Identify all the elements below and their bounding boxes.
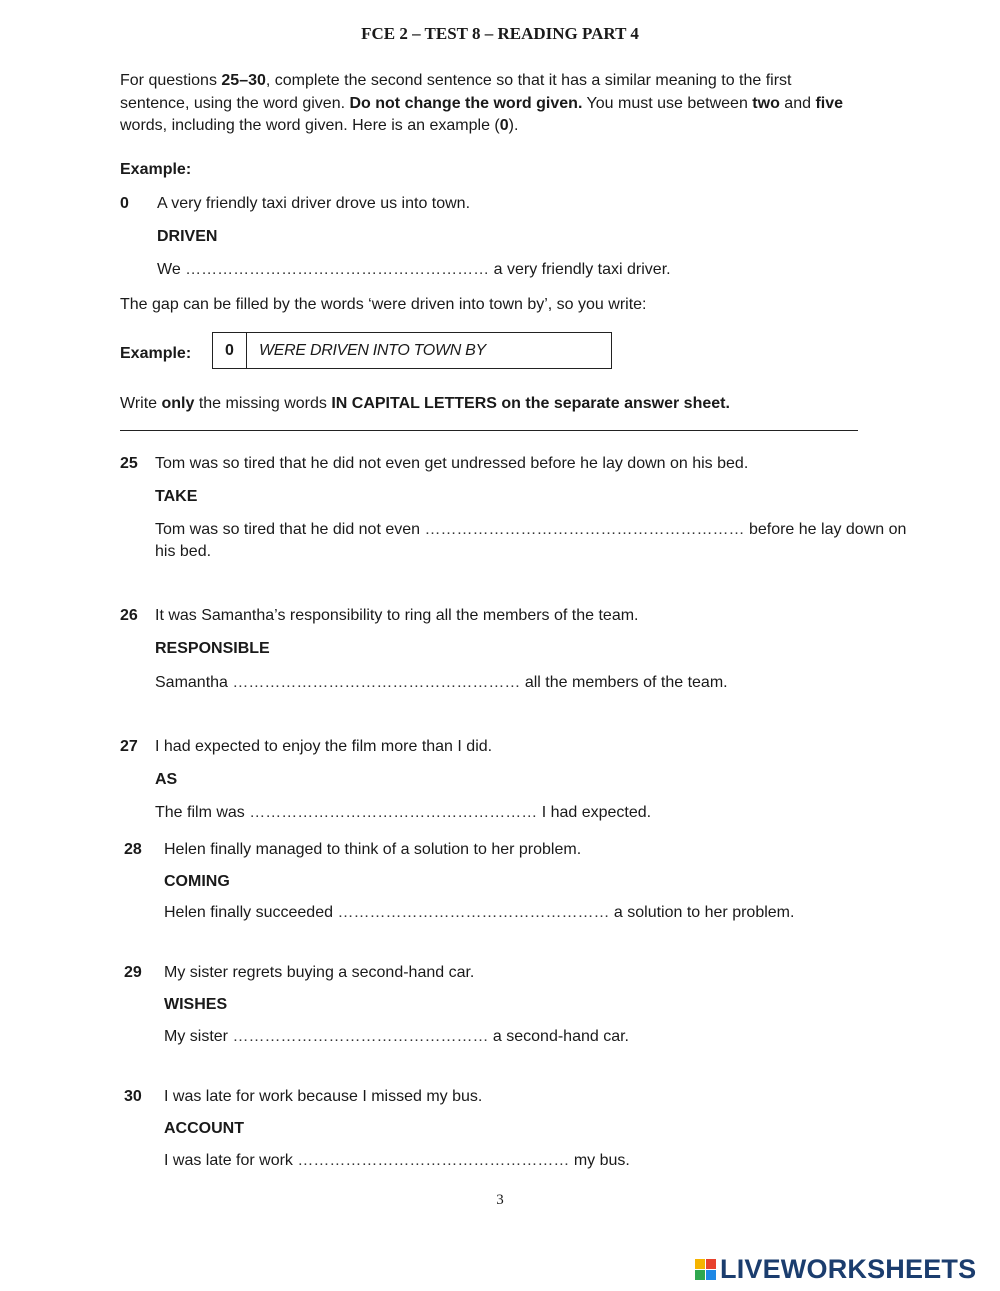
instructions: For questions 25–30, complete the second sentence so that it has a similar meaning to the first sentence, using the word given. Do not change the word given. You must use between two and five words, including the word given. Here is an example (0).	[120, 72, 844, 134]
question-keyword: ACCOUNT	[164, 1120, 244, 1137]
question-keyword: AS	[155, 771, 178, 788]
question-sentence: It was Samantha’s responsibility to ring all the members of the team.	[155, 607, 639, 624]
question-keyword: RESPONSIBLE	[155, 640, 270, 657]
question-gap-line: I was late for work …………………………………………… my bus.	[164, 1152, 630, 1169]
example-box-number: 0	[213, 333, 247, 368]
question-gap-line: Samantha ……………………………………………… all the members of the team.	[155, 674, 728, 691]
question-keyword: COMING	[164, 873, 230, 890]
question-sentence: My sister regrets buying a second-hand car.	[164, 964, 475, 981]
page-number: 3	[496, 1192, 504, 1208]
example-number: 0	[120, 195, 129, 212]
write-note: Write only the missing words IN CAPITAL LETTERS on the separate answer sheet.	[120, 395, 730, 412]
answer-gap[interactable]: ………………………………………………	[232, 674, 521, 691]
question-number: 26	[120, 607, 138, 624]
colored-blocks-icon	[695, 1259, 716, 1280]
answer-gap[interactable]: ………………………………………………	[249, 804, 538, 821]
answer-gap[interactable]: …………………………………………	[232, 1028, 489, 1045]
question-gap-line: Tom was so tired that he did not even …………………………………………………… before he lay down on	[155, 521, 907, 538]
example-explanation: The gap can be filled by the words ‘were driven into town by’, so you write:	[120, 296, 647, 313]
question-sentence: I had expected to enjoy the film more than I did.	[155, 738, 493, 755]
example-answer-box	[212, 332, 612, 369]
question-sentence: Helen finally managed to think of a solution to her problem.	[164, 841, 582, 858]
example-box-answer: WERE DRIVEN INTO TOWN BY	[259, 342, 486, 359]
answer-gap[interactable]: ……………………………………………	[297, 1152, 570, 1169]
example-gap-line: We ………………………………………………… a very friendly taxi driver.	[157, 261, 671, 278]
example-sentence: A very friendly taxi driver drove us into town.	[157, 195, 471, 212]
question-number: 30	[124, 1088, 142, 1105]
liveworksheets-logo	[695, 1254, 976, 1284]
question-gap-line: The film was ……………………………………………… I had expected.	[155, 804, 652, 821]
brand-wordmark: LIVEWORKSHEETS	[720, 1253, 977, 1284]
example-heading: Example:	[120, 161, 192, 178]
question-sentence: Tom was so tired that he did not even get undressed before he lay down on his bed.	[155, 455, 749, 472]
question-gap-line: Helen finally succeeded …………………………………………… a solution to her problem.	[164, 904, 795, 921]
question-sentence: I was late for work because I missed my bus.	[164, 1088, 483, 1105]
question-keyword: WISHES	[164, 996, 228, 1013]
answer-gap[interactable]: ……………………………………………	[337, 904, 610, 921]
question-gap-line-continued: his bed.	[155, 543, 212, 560]
question-keyword: TAKE	[155, 488, 198, 505]
divider	[120, 430, 858, 431]
question-number: 27	[120, 738, 138, 755]
answer-gap[interactable]: ……………………………………………………	[424, 521, 745, 538]
question-gap-line: My sister ………………………………………… a second-hand car.	[164, 1028, 629, 1045]
question-number: 25	[120, 455, 138, 472]
question-number: 29	[124, 964, 142, 981]
page-title: FCE 2 – TEST 8 – READING PART 4	[361, 24, 639, 43]
example-box-label: Example:	[120, 345, 192, 362]
example-keyword: DRIVEN	[157, 228, 218, 245]
question-number: 28	[124, 841, 142, 858]
